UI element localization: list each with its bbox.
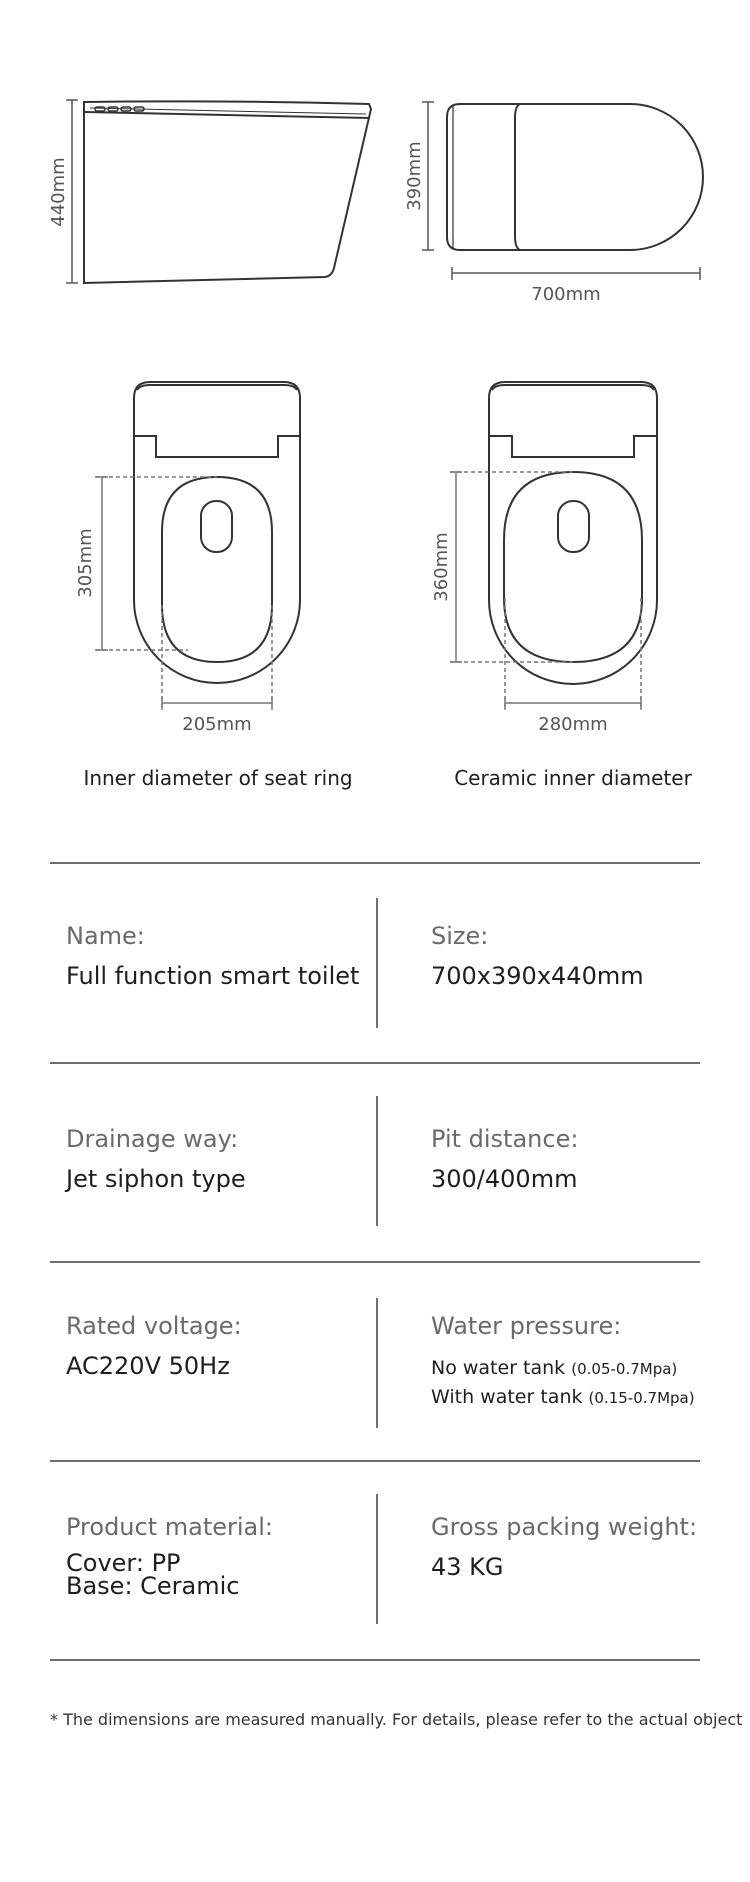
seat-plan-drawing bbox=[134, 382, 300, 683]
spec-pressure-label: Water pressure: bbox=[431, 1312, 622, 1340]
footnote: * The dimensions are measured manually. For details, please refer to the actual object bbox=[50, 1710, 743, 1729]
pressure-with-tank bbox=[431, 1383, 695, 1412]
side-view-drawing bbox=[84, 101, 371, 283]
seat-width-label: 205mm bbox=[182, 714, 252, 735]
divider bbox=[50, 1261, 700, 1263]
product-drawings bbox=[0, 0, 750, 800]
spec-size-value: 700x390x440mm bbox=[431, 962, 644, 990]
spec-weight-value: 43 KG bbox=[431, 1553, 504, 1581]
divider bbox=[50, 1460, 700, 1462]
seat-height-label: 305mm bbox=[75, 528, 96, 598]
material-cover: Cover: PP bbox=[66, 1549, 181, 1577]
side-height-label: 440mm bbox=[48, 157, 69, 227]
pressure-no-tank-text: No water tank bbox=[431, 1357, 566, 1379]
spec-name-label: Name: bbox=[66, 922, 145, 950]
divider bbox=[50, 1659, 700, 1661]
spec-weight-label: Gross packing weight: bbox=[431, 1513, 698, 1541]
top-view-drawing bbox=[447, 104, 703, 250]
seat-caption: Inner diameter of seat ring bbox=[83, 766, 353, 790]
pressure-with-tank-range: (0.15-0.7Mpa) bbox=[588, 1389, 695, 1407]
spec-pit-value: 300/400mm bbox=[431, 1165, 578, 1193]
spec-size-label: Size: bbox=[431, 922, 489, 950]
spec-drainage-value: Jet siphon type bbox=[66, 1165, 246, 1193]
spec-material-values bbox=[66, 1549, 240, 1600]
ceramic-width-label: 280mm bbox=[538, 714, 608, 735]
top-length-dimension bbox=[452, 267, 700, 280]
divider bbox=[50, 862, 700, 864]
ceramic-height-label: 360mm bbox=[431, 532, 452, 602]
top-length-label: 700mm bbox=[531, 284, 601, 305]
spec-pressure-values bbox=[431, 1354, 695, 1412]
divider bbox=[50, 1062, 700, 1064]
spec-pit-label: Pit distance: bbox=[431, 1125, 579, 1153]
column-divider bbox=[376, 898, 378, 1028]
material-base: Base: Ceramic bbox=[66, 1572, 240, 1600]
column-divider bbox=[376, 1298, 378, 1428]
spec-drainage-label: Drainage way: bbox=[66, 1125, 239, 1153]
top-height-label: 390mm bbox=[404, 141, 425, 211]
pressure-with-tank-text: With water tank bbox=[431, 1386, 583, 1408]
pressure-no-tank-range: (0.05-0.7Mpa) bbox=[571, 1360, 678, 1378]
spec-material-label: Product material: bbox=[66, 1513, 274, 1541]
column-divider bbox=[376, 1096, 378, 1226]
spec-name-value: Full function smart toilet bbox=[66, 962, 360, 990]
pressure-no-tank bbox=[431, 1354, 695, 1383]
ceramic-plan-drawing bbox=[489, 382, 657, 684]
spec-voltage-value: AC220V 50Hz bbox=[66, 1352, 230, 1380]
ceramic-caption: Ceramic inner diameter bbox=[454, 766, 692, 790]
spec-voltage-label: Rated voltage: bbox=[66, 1312, 242, 1340]
column-divider bbox=[376, 1494, 378, 1624]
